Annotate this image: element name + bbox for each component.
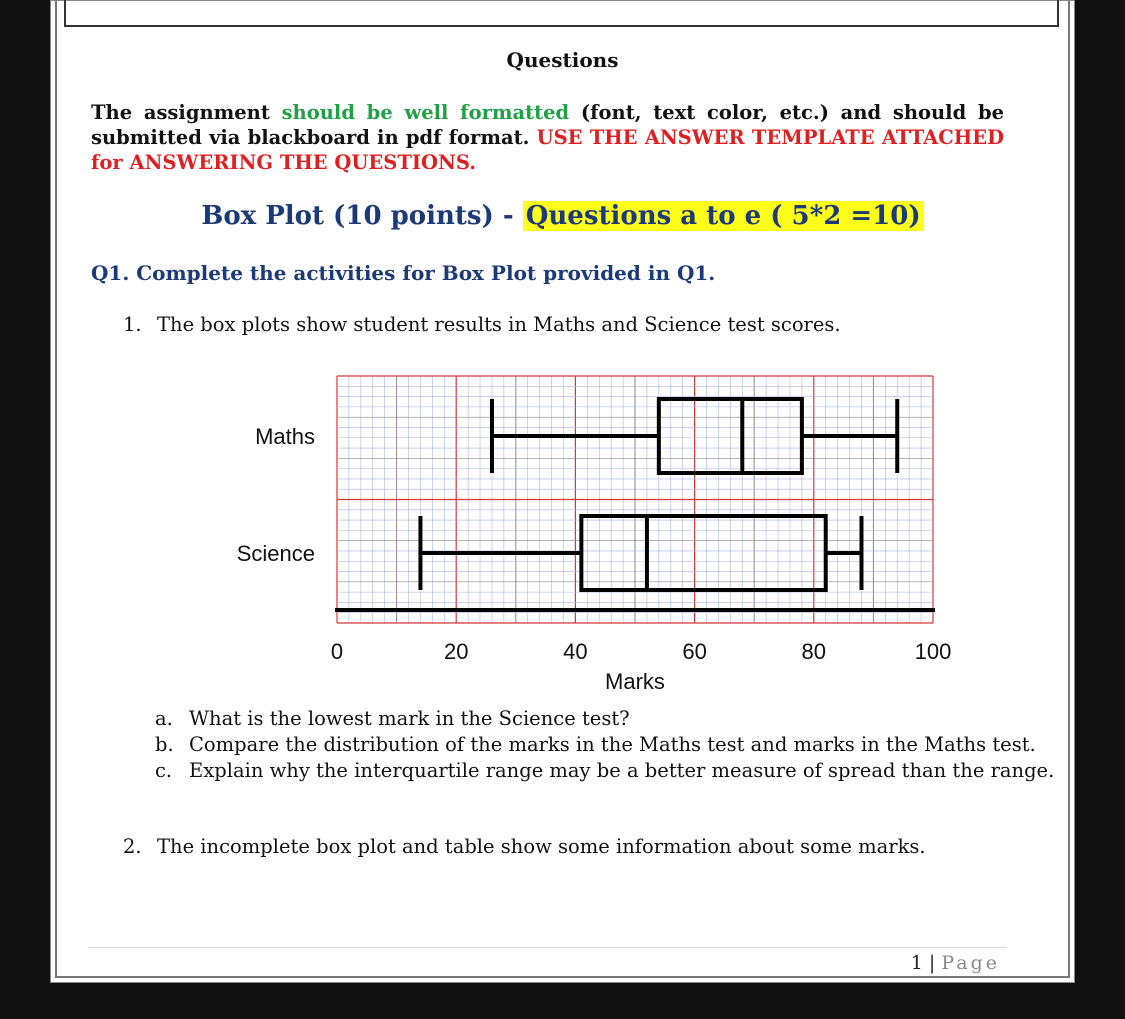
intro-text: The assignment — [91, 101, 282, 124]
intro-green-text: should be well formatted — [281, 101, 570, 124]
iqr-box — [581, 516, 825, 590]
category-label: Science — [236, 541, 315, 566]
sub-question — [155, 733, 1036, 756]
page-footer — [911, 952, 1000, 974]
sub-question — [155, 707, 630, 730]
footer-separator: | — [922, 952, 942, 974]
heading-dash: - — [493, 201, 523, 231]
category-label: Maths — [255, 424, 315, 449]
sub-letter: b. — [155, 733, 174, 756]
item-text: The box plots show student results in Maths and Science test scores. — [157, 313, 841, 336]
sub-text: Compare the distribution of the marks in the Maths test and marks in the Maths test. — [189, 733, 1036, 756]
sub-text: Explain why the interquartile range may be a better measure of spread than the range. — [189, 759, 1055, 782]
x-tick-label: 40 — [563, 639, 588, 664]
sub-text: What is the lowest mark in the Science test? — [189, 707, 630, 730]
x-tick-label: 80 — [801, 639, 827, 664]
box-plot-chart — [161, 361, 952, 701]
page-number: 1 — [910, 952, 923, 974]
page-label: Page — [941, 952, 1000, 974]
x-tick-label: 0 — [330, 639, 344, 664]
question-item — [123, 313, 841, 336]
sub-letter: c. — [155, 759, 173, 782]
box-plot-heading — [51, 201, 1074, 231]
previous-content-box — [64, 0, 1059, 27]
heading-highlight: Questions a to e ( 5*2 =10) — [523, 201, 924, 231]
footer-divider — [88, 947, 1006, 948]
section-title: Questions — [506, 48, 619, 72]
x-tick-label: 60 — [682, 639, 707, 664]
x-tick-label: 20 — [443, 639, 469, 664]
q1-title: Q1. Complete the activities for Box Plot provided in Q1. — [91, 261, 716, 285]
item-number: 2. — [123, 835, 142, 858]
heading-main: Box Plot (10 points) — [201, 201, 494, 231]
sub-letter: a. — [155, 707, 173, 730]
sub-question — [155, 759, 1054, 782]
boxplot-science — [420, 516, 861, 590]
x-axis-title: Marks — [605, 669, 665, 694]
item-text: The incomplete box plot and table show some information about some marks. — [157, 835, 926, 858]
assignment-instructions — [91, 100, 1004, 175]
x-tick-label: 100 — [914, 639, 952, 664]
question-item — [123, 835, 926, 858]
item-number: 1. — [123, 313, 142, 336]
chart-labels — [237, 424, 952, 694]
document-page — [50, 0, 1075, 983]
chart-grid — [335, 376, 935, 623]
intro-red-text: USE THE ANSWER TEMPLATE ATTACHED for ANSWERING THE QUESTIONS. — [91, 126, 1004, 174]
intro-text-2: (font, text color, etc.) and should be submitted via blackboard in pdf format. — [91, 101, 1004, 149]
